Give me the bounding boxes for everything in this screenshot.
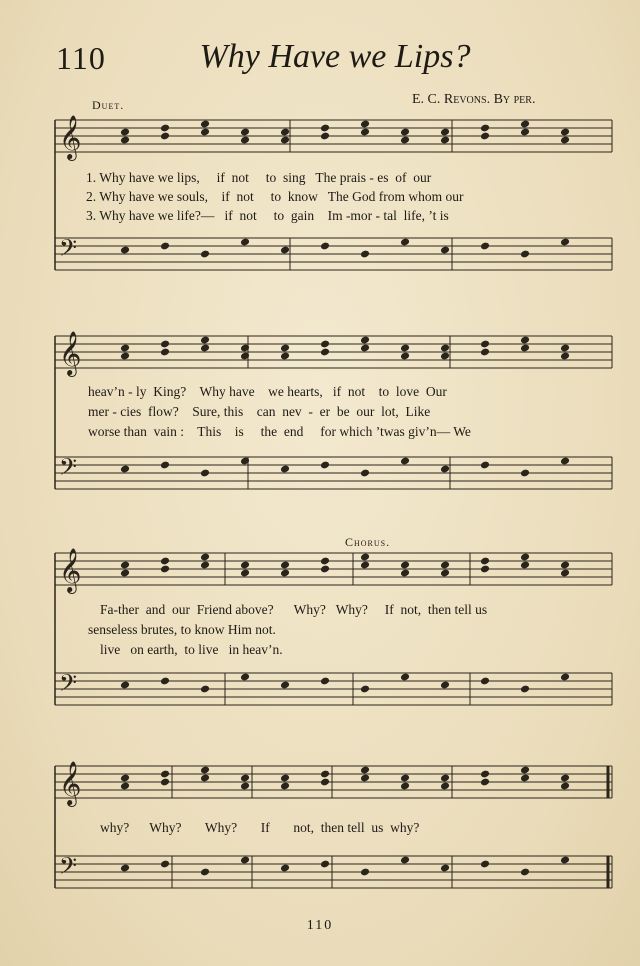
svg-text:𝄞: 𝄞 [59, 115, 82, 159]
svg-text:𝄞: 𝄞 [59, 761, 82, 805]
chorus-label: Chorus. [345, 535, 391, 549]
lyric-line: Fa-ther and our Friend above? Why? Why? If not, then tell us [100, 602, 488, 617]
composer-credit: E. C. Revons. By per. [412, 92, 536, 107]
svg-text:𝄢: 𝄢 [59, 669, 78, 702]
lyric-line: 2. Why have we souls, if not to know The God from whom our [86, 189, 464, 204]
svg-text:𝄢: 𝄢 [59, 852, 78, 885]
svg-text:𝄞: 𝄞 [59, 331, 82, 375]
svg-text:𝄢: 𝄢 [59, 234, 78, 267]
page-number: 110 [306, 918, 334, 933]
part-label: Duet. [92, 98, 125, 112]
lyric-line: senseless brutes, to know Him not. [88, 622, 276, 637]
lyric-line: 1. Why have we lips, if not to sing The prais - es of our [86, 170, 432, 185]
lyric-line: why? Why? Why? If not, then tell us why? [100, 820, 420, 835]
lyric-line: live on earth, to live in heav’n. [100, 642, 283, 657]
svg-text:𝄢: 𝄢 [59, 453, 78, 486]
lyric-line: heav’n - ly King? Why have we hearts, if not to love Our [88, 384, 447, 399]
svg-text:𝄞: 𝄞 [59, 548, 82, 592]
hymn-title: Why Have we Lips? [199, 38, 471, 75]
lyric-line: mer - cies flow? Sure, this can nev - er be our lot, Like [88, 404, 431, 419]
lyric-line: 3. Why have we life?— if not to gain Im -mor - tal life, ’t is [86, 208, 449, 223]
hymn-number: 110 [56, 40, 106, 76]
lyric-line: worse than vain : This is the end for which ’twas giv’n— We [88, 424, 471, 439]
